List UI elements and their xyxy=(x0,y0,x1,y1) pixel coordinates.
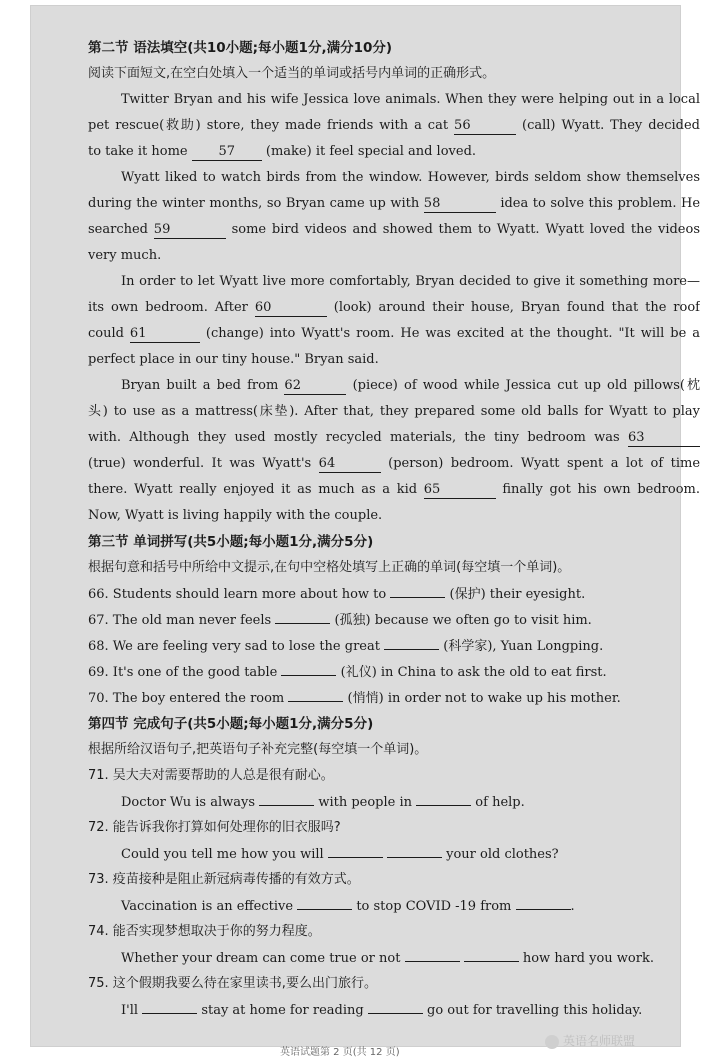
blank-63[interactable]: 63 xyxy=(628,430,700,447)
passage-line xyxy=(88,373,700,399)
sentence-text: go out for travelling this holiday. xyxy=(427,1003,643,1018)
sentence-zh: 71. 吴大夫对需要帮助的人总是很有耐心。 xyxy=(88,768,334,783)
passage-text: perfect place in our tiny house." Bryan said. xyxy=(88,352,379,367)
item-text: 67. The old man never feels xyxy=(88,613,272,628)
passage-text: during the winter months, so Bryan came up with xyxy=(88,196,420,211)
blank-71b[interactable] xyxy=(416,789,471,806)
page-footer: 英语试题第 2 页(共 12 页) xyxy=(280,1047,400,1058)
passage-text: (make) it feel special and loved. xyxy=(265,144,477,159)
section3-heading: 第三节 单词拼写(共5小题;每小题1分,满分5分) xyxy=(88,534,374,550)
sentence-text: how hard you work. xyxy=(522,951,654,966)
blank-73a[interactable] xyxy=(297,893,352,910)
blank-62[interactable]: 62 xyxy=(284,378,346,395)
sentence-en xyxy=(88,893,700,919)
passage-text: (person) bedroom. Wyatt spent a lot of time xyxy=(388,456,700,471)
blank-60[interactable]: 60 xyxy=(255,300,327,317)
sentence-text: Could you tell me how you will xyxy=(121,847,324,862)
blank-58[interactable]: 58 xyxy=(424,196,496,213)
passage-text: In order to let Wyatt live more comfortably, Bryan decided to give it something more— xyxy=(121,274,700,289)
passage-line xyxy=(88,217,700,243)
sentence-text: of help. xyxy=(475,795,525,810)
sentence-zh: 75. 这个假期我要么待在家里读书,要么出门旅行。 xyxy=(88,976,377,991)
section2-instruction: 阅读下面短文,在空白处填入一个适当的单词或括号内单词的正确形式。 xyxy=(88,66,496,81)
sentence-text: Doctor Wu is always xyxy=(121,795,256,810)
passage-text: Bryan built a bed from xyxy=(121,378,279,393)
passage-line xyxy=(88,87,700,113)
passage-text: some bird videos and showed them to Wyatt. Wyatt loved the videos xyxy=(231,222,700,237)
passage-text: 头) to use as a mattress(床垫). After that, they prepared some old balls for Wyatt to play xyxy=(88,404,700,419)
sentence-text: your old clothes? xyxy=(446,847,559,862)
sentence-text: . xyxy=(570,899,575,914)
sentence-text: Vaccination is an effective xyxy=(121,899,294,914)
passage-text: its own bedroom. After xyxy=(88,300,248,315)
blank-67[interactable] xyxy=(275,607,330,624)
blank-75b[interactable] xyxy=(368,997,423,1014)
passage-text: very much. xyxy=(88,248,162,263)
passage-text: to take it home xyxy=(88,144,188,159)
spelling-item xyxy=(88,659,700,685)
passage-line xyxy=(88,321,700,347)
item-text: (礼仪) in China to ask the old to eat first. xyxy=(340,665,607,680)
item-text: (孤独) because we often go to visit him. xyxy=(334,613,592,628)
spelling-item xyxy=(88,607,700,633)
sentence-text: I'll xyxy=(121,1003,139,1018)
watermark-text: 英语名师联盟 xyxy=(563,1034,636,1048)
blank-68[interactable] xyxy=(384,633,439,650)
sentence-text: with people in xyxy=(318,795,413,810)
sentence-en xyxy=(88,997,700,1023)
blank-72b[interactable] xyxy=(387,841,442,858)
passage-text: Twitter Bryan and his wife Jessica love animals. When they were helping out in a local xyxy=(121,92,700,107)
passage-line xyxy=(88,243,700,269)
item-text: 69. It's one of the good table xyxy=(88,665,278,680)
exam-content xyxy=(88,35,700,1023)
passage-line xyxy=(88,295,700,321)
blank-59[interactable]: 59 xyxy=(154,222,226,239)
passage-text: could xyxy=(88,326,124,341)
passage-line xyxy=(88,451,700,477)
item-text: 70. The boy entered the room xyxy=(88,691,285,706)
blank-64[interactable]: 64 xyxy=(319,456,381,473)
blank-72a[interactable] xyxy=(328,841,383,858)
sentence-text: stay at home for reading xyxy=(201,1003,364,1018)
sentence-text: to stop COVID -19 from xyxy=(356,899,512,914)
sentence-text: Whether your dream can come true or not xyxy=(121,951,401,966)
passage-text: idea to solve this problem. He xyxy=(500,196,700,211)
blank-56[interactable]: 56 xyxy=(454,118,516,135)
passage-text: (change) into Wyatt's room. He was excited at the thought. "It will be a xyxy=(205,326,700,341)
section4-heading: 第四节 完成句子(共5小题;每小题1分,满分5分) xyxy=(88,716,374,732)
blank-74a[interactable] xyxy=(405,945,460,962)
passage-line xyxy=(88,165,700,191)
sentence-zh: 72. 能告诉我你打算如何处理你的旧衣服吗? xyxy=(88,820,341,835)
passage-line xyxy=(88,399,700,425)
sentence-en xyxy=(88,841,700,867)
section4-instruction: 根据所给汉语句子,把英语句子补充完整(每空填一个单词)。 xyxy=(88,742,428,757)
passage-line xyxy=(88,191,700,217)
passage-line xyxy=(88,503,700,529)
blank-74b[interactable] xyxy=(464,945,519,962)
sentence-en xyxy=(88,789,700,815)
spelling-item xyxy=(88,685,700,711)
passage-text: (call) Wyatt. They decided xyxy=(522,118,700,133)
blank-61[interactable]: 61 xyxy=(130,326,200,343)
watermark xyxy=(545,1032,635,1049)
passage-text: (true) wonderful. It was Wyatt's xyxy=(88,456,312,471)
sentence-zh: 74. 能否实现梦想取决于你的努力程度。 xyxy=(88,924,321,939)
wechat-icon xyxy=(545,1035,559,1049)
passage-text: pet rescue(救助) store, they made friends with a cat xyxy=(88,118,449,133)
passage-line xyxy=(88,269,700,295)
blank-66[interactable] xyxy=(390,581,445,598)
exam-paper xyxy=(30,5,700,1058)
item-text: 68. We are feeling very sad to lose the great xyxy=(88,639,380,654)
blank-69[interactable] xyxy=(281,659,336,676)
passage-line xyxy=(88,425,700,451)
passage-line xyxy=(88,477,700,503)
blank-70[interactable] xyxy=(288,685,343,702)
passage-text: finally got his own bedroom. xyxy=(502,482,700,497)
passage-text: with. Although they used mostly recycled materials, the tiny bedroom was xyxy=(88,430,620,445)
blank-73b[interactable] xyxy=(516,893,571,910)
passage-text: Wyatt liked to watch birds from the window. However, birds seldom show themselves xyxy=(121,170,700,185)
passage-text: (piece) of wood while Jessica cut up old pillows(枕 xyxy=(352,378,700,393)
spelling-item xyxy=(88,633,700,659)
section2-heading: 第二节 语法填空(共10小题;每小题1分,满分10分) xyxy=(88,40,393,56)
sentence-en xyxy=(88,945,700,971)
passage-text: searched xyxy=(88,222,148,237)
item-text: (悄悄) in order not to wake up his mother. xyxy=(347,691,621,706)
section3-instruction: 根据句意和括号中所给中文提示,在句中空格处填写上正确的单词(每空填一个单词)。 xyxy=(88,560,571,575)
sentence-zh: 73. 疫苗接种是阻止新冠病毒传播的有效方式。 xyxy=(88,872,360,887)
spelling-item xyxy=(88,581,700,607)
passage-text: Now, Wyatt is living happily with the couple. xyxy=(88,508,383,523)
blank-71a[interactable] xyxy=(259,789,314,806)
passage-line xyxy=(88,347,700,373)
passage-text: there. Wyatt really enjoyed it as much as a kid xyxy=(88,482,418,497)
blank-57[interactable]: 57 xyxy=(192,144,262,161)
blank-65[interactable]: 65 xyxy=(424,482,496,499)
item-text: (保护) their eyesight. xyxy=(449,587,586,602)
passage-line xyxy=(88,113,700,139)
item-text: (科学家), Yuan Longping. xyxy=(443,639,604,654)
item-text: 66. Students should learn more about how to xyxy=(88,587,387,602)
passage-text: (look) around their house, Bryan found that the roof xyxy=(333,300,700,315)
blank-75a[interactable] xyxy=(142,997,197,1014)
passage-line xyxy=(88,139,700,165)
